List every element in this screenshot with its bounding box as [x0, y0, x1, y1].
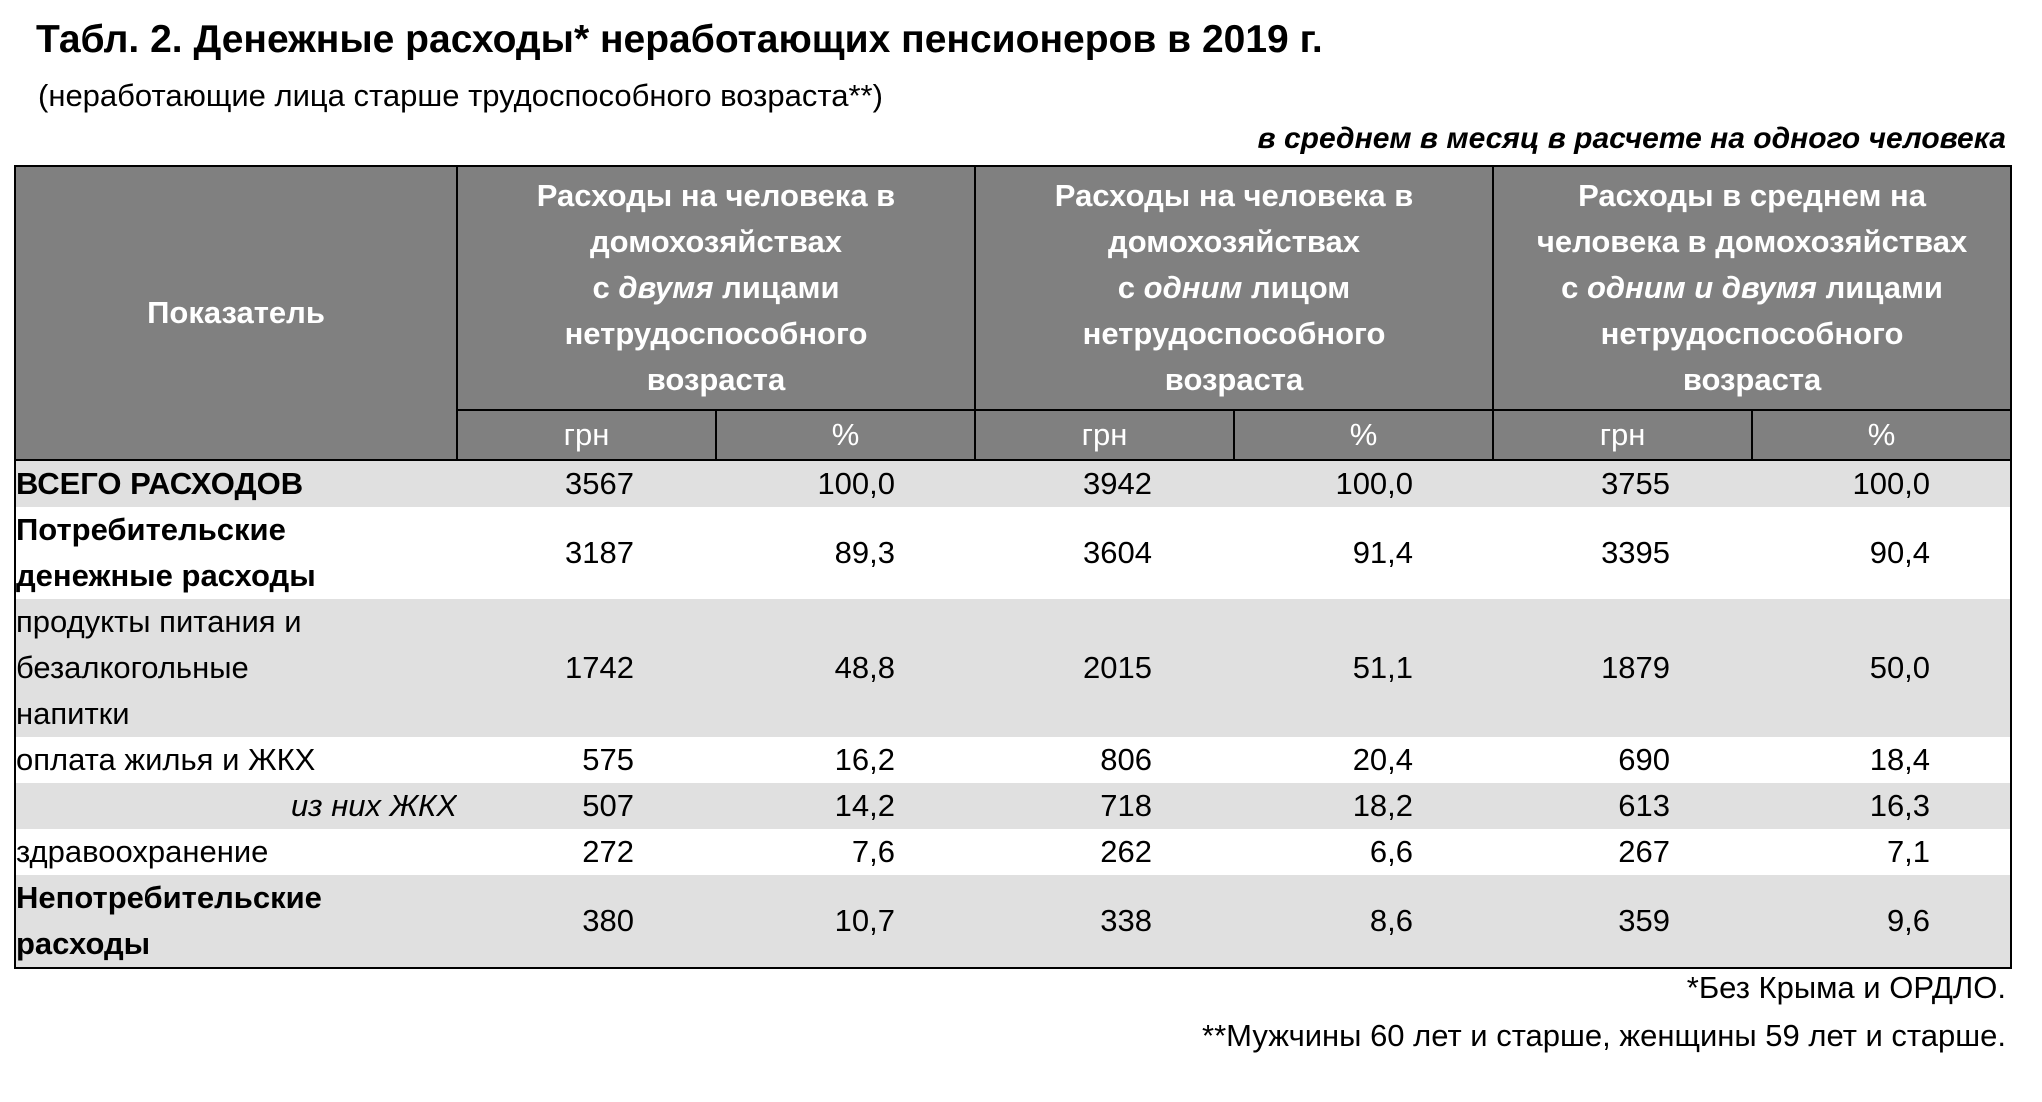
unit-percent: %: [1234, 410, 1493, 460]
cell-value: 1742: [457, 599, 716, 737]
unit-percent: %: [1752, 410, 2011, 460]
header-row-groups: [15, 166, 2011, 410]
unit-uah: грн: [975, 410, 1234, 460]
cell-value: 7,6: [851, 834, 896, 869]
cell-value: 806: [1100, 742, 1153, 777]
cell-value: 380: [457, 875, 716, 968]
header-line: нетрудоспособного: [1082, 316, 1386, 351]
header-group-average: [1493, 166, 2011, 410]
cell-value: 3755: [1493, 460, 1752, 507]
header-line: Расходы на человека в: [536, 178, 896, 213]
header-indicator: Показатель: [15, 166, 457, 460]
cell-value: 690: [1618, 742, 1671, 777]
row-label: из них ЖКХ: [15, 783, 457, 829]
cell-value: 718: [975, 783, 1234, 829]
header-line: Расходы на человека в: [1054, 178, 1414, 213]
cell-value: 3395: [1601, 535, 1671, 570]
row-label: Непотребительские расходы: [15, 875, 457, 968]
table-row: [15, 737, 2011, 783]
header-line: Расходы в среднем на: [1578, 178, 1926, 213]
cell-value: 51,1: [1234, 599, 1493, 737]
header-line: возраста: [646, 362, 786, 397]
table-row: [15, 875, 2011, 968]
expenses-table: [14, 165, 2012, 969]
header-line: домохозяйствах: [1108, 224, 1361, 259]
cell-value: 613: [1493, 783, 1752, 829]
unit-uah: грн: [457, 410, 716, 460]
table-row: [15, 783, 2011, 829]
cell-value: 9,6: [1752, 875, 2011, 968]
cell-value: 507: [457, 783, 716, 829]
cell-value: 338: [975, 875, 1234, 968]
cell-value: 20,4: [1352, 742, 1414, 777]
cell-value: 16,3: [1752, 783, 2011, 829]
row-label: Потребительские денежные расходы: [16, 512, 316, 593]
table-row: [15, 599, 2011, 737]
header-group-one-person: [975, 166, 1493, 410]
header-group-two-persons: [457, 166, 975, 410]
cell-value: 3567: [457, 460, 716, 507]
cell-value: 575: [582, 742, 634, 777]
cell-value: 359: [1493, 875, 1752, 968]
table-row: [15, 507, 2011, 599]
cell-value: 89,3: [834, 535, 896, 570]
header-line: человека в домохозяйствах: [1536, 224, 1968, 259]
unit-note: в среднем в месяц в расчете на одного человека: [1257, 122, 2006, 155]
cell-value: 48,8: [716, 599, 975, 737]
cell-value: 2015: [975, 599, 1234, 737]
footnote-crimea: *Без Крыма и ОРДЛО.: [1686, 970, 2006, 1005]
cell-value: 267: [1618, 834, 1671, 869]
row-label: здравоохранение: [16, 834, 269, 869]
cell-value: 10,7: [716, 875, 975, 968]
cell-value: 3187: [565, 535, 634, 570]
cell-value: 100,0: [716, 460, 975, 507]
cell-value: 8,6: [1234, 875, 1493, 968]
header-line: нетрудоспособного: [564, 316, 868, 351]
header-line: домохозяйствах: [590, 224, 842, 259]
cell-value: 18,4: [1869, 742, 1931, 777]
table-row: [15, 460, 2011, 507]
unit-uah: грн: [1493, 410, 1752, 460]
cell-value: 262: [1100, 834, 1153, 869]
cell-value: 100,0: [1234, 460, 1493, 507]
cell-value: 3942: [975, 460, 1234, 507]
table-title: Табл. 2. Денежные расходы* неработающих пенсионеров в 2019 г.: [36, 18, 1323, 61]
cell-value: 14,2: [716, 783, 975, 829]
table-subtitle: (неработающие лица старше трудоспособного возраста**): [38, 78, 883, 113]
cell-value: 18,2: [1234, 783, 1493, 829]
header-line: с одним лицом: [1117, 270, 1351, 305]
cell-value: 50,0: [1752, 599, 2011, 737]
header-line: возраста: [1682, 362, 1822, 397]
row-label: продукты питания и безалкогольные напитки: [15, 599, 457, 737]
cell-value: 7,1: [1886, 834, 1931, 869]
unit-percent: %: [716, 410, 975, 460]
row-label: ВСЕГО РАСХОДОВ: [15, 460, 457, 507]
cell-value: 272: [582, 834, 634, 869]
table-row: [15, 829, 2011, 875]
header-line: с двумя лицами: [592, 270, 840, 305]
cell-value: 3604: [1083, 535, 1153, 570]
header-line: с одним и двумя лицами: [1561, 270, 1943, 305]
row-label: оплата жилья и ЖКХ: [16, 742, 316, 777]
header-line: возраста: [1164, 362, 1304, 397]
cell-value: 100,0: [1752, 460, 2011, 507]
footnote-age: **Мужчины 60 лет и старше, женщины 59 лет и старше.: [1202, 1018, 2006, 1053]
cell-value: 16,2: [834, 742, 896, 777]
cell-value: 91,4: [1352, 535, 1414, 570]
header-line: нетрудоспособного: [1600, 316, 1904, 351]
cell-value: 1879: [1493, 599, 1752, 737]
cell-value: 6,6: [1369, 834, 1414, 869]
cell-value: 90,4: [1869, 535, 1931, 570]
